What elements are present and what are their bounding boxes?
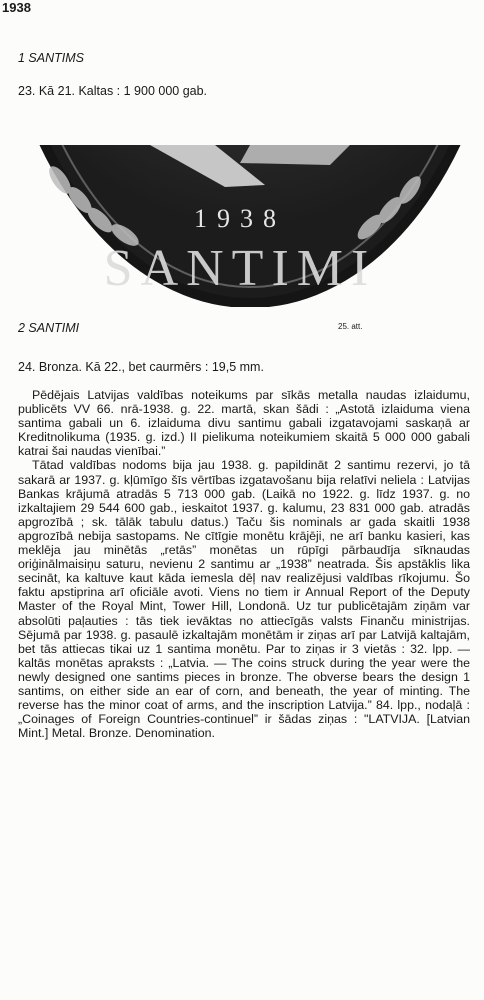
section-title-1-santims: 1 SANTIMS	[18, 51, 84, 65]
coin-legend-text: SANTIMI	[103, 240, 377, 297]
catalog-entry-23: 23. Kā 21. Kaltas : 1 900 000 gab.	[18, 84, 208, 98]
section-title-2-santimi: 2 SANTIMI	[18, 321, 80, 335]
catalog-entry-24: 24. Bronza. Kā 22., bet caurmērs : 19,5 mm.	[18, 360, 264, 374]
coin-photo	[0, 145, 484, 307]
body-text	[18, 388, 470, 740]
paragraph-2: Tātad valdības nodoms bija jau 1938. g. papildināt 2 santimu rezervi, jo tā sakarā ar 1937. g. kļūmīgo šīs vērtības izgatavošanu bija relatīvi neliela : Latvijas Bankas krājumā atradās 5 713 000 gab. (Laikā no 1922. g. līdz 1937. g. no izkaltajiem 29 544 600 gab., ieskaitot 1937. g. kalumu, 23 831 000 gab. atradās apgrozībā ; sk. tālāk tabulu datus.) Taču šis nominals ar gada skaitli 1938 apgrozībā nebija sastopams. Ne cītīgie monētu krājēji, ne arī banku kasieri, kas meklēja jau minētās „retās” monētas un rūpīgi pārbaudīja sīknaudas oriģinālmaisiņu saturu, nevienu 2 santimu ar „1938” neatrada. Šis apstāklis lika secināt, ka kaltuve kaut kāda iemesla dēļ nav realizējusi valdības rīkojumu. Šo faktu apstiprina arī oficiāle avoti. Viens no tiem ir Annual Report of the Deputy Master of the Royal Mint, Tower Hill, Londonā. Uz tur publicētajām ziņām var absolūti paļauties : tās tiek ievāktas no attiecīgās valsts Finanču ministrijas. Sējumā par 1938. g. pasaulē izkaltajām monētām ir ziņas arī par Latvijā kaltajām, bet tās attiecas tikai uz 1 santima monētu. Par to ziņas ir 3 vietās : 32. lpp. — kaltās monētas apraksts : „Latvia. — The coins struck during the year were the newly designed one santims pieces in bronze. The obverse bears the design 1 santims, on either side an ear of corn, and beneath, the year of minting. The reverse has the minor coat of arms, and the inscription Latvija.” 84. lpp., nodaļā : „Coinages of Foreign Countries-continuel” ir šādas ziņas : "LATVIJA. [Latvian Mint.] Metal. Bronze. Denomination.	[18, 458, 470, 741]
paragraph-1: Pēdējais Latvijas valdības noteikums par sīkās metalla naudas izlaidumu, publicēts VV 66. nrā-1938. g. 22. martā, skan šādi : „Astotā izlaiduma viena santima gabali un 6. izlaiduma divu santimu gabali izgatavojami saskaņā ar Kreditnolikuma (1935. g. izd.) II pielikuma noteikumiem skaitā 5 000 000 gabali katrai šai naudas vienībai.”	[18, 388, 470, 459]
coin-image	[0, 145, 484, 307]
page-header-year: 1938	[2, 0, 31, 15]
coin-year-text: 1938	[194, 204, 286, 233]
figure-reference: 25. att.	[338, 322, 363, 331]
